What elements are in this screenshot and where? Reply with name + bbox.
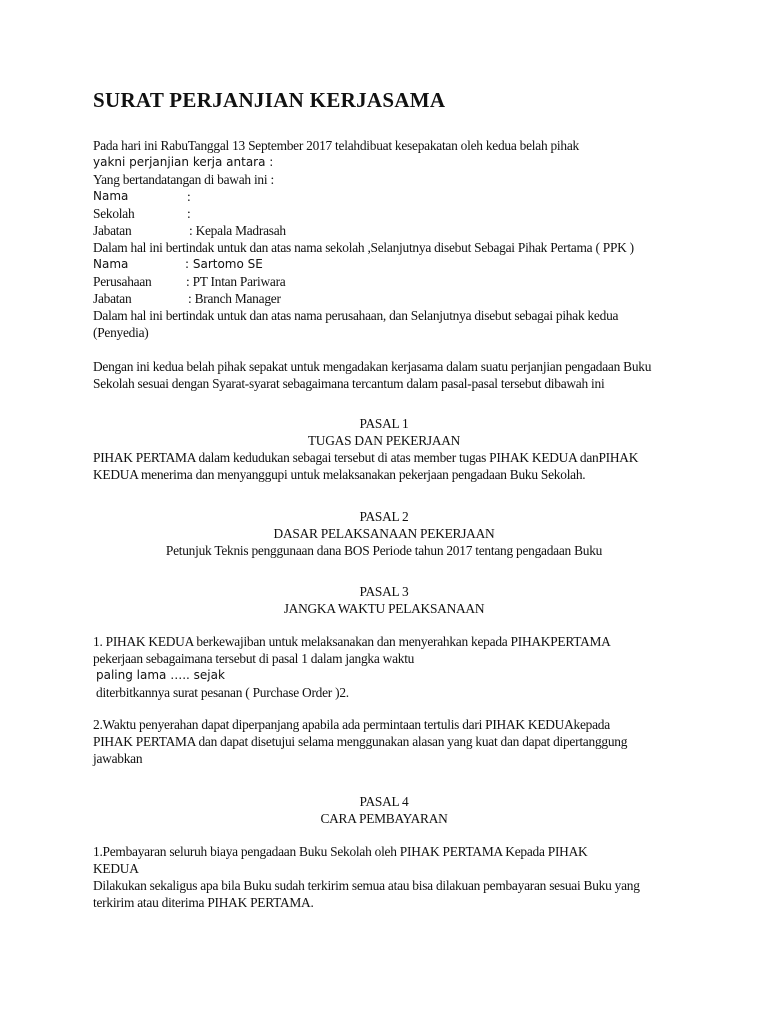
party2-nama-label: Nama	[93, 257, 129, 271]
pasal1-line: KEDUA menerima dan menyanggupi untuk melaksanakan pekerjaan pengadaan Buku Sekolah.	[93, 467, 586, 482]
party1-sekolah-colon: :	[187, 206, 191, 221]
document-title: SURAT PERJANJIAN KERJASAMA	[93, 88, 446, 112]
pasal3-line: pekerjaan sebagaimana tersebut di pasal 1 dalam jangka waktu	[93, 651, 415, 666]
pasal1-subheading: TUGAS DAN PEKERJAAN	[307, 433, 461, 448]
party1-jabatan-value: : Kepala Madrasah	[189, 223, 286, 238]
pasal4-line: Dilakukan sekaligus apa bila Buku sudah terkirim semua atau bisa dilakuan pembayaran sesuai Buku yang	[93, 878, 640, 893]
party2-perusahaan-value: : PT Intan Pariwara	[186, 274, 286, 289]
party2-jabatan-value: : Branch Manager	[188, 291, 281, 306]
party1-sekolah-label: Sekolah	[93, 206, 135, 221]
intro-line: Yang bertandatangan di bawah ini :	[93, 172, 274, 187]
pasal3-heading: PASAL 3	[359, 584, 409, 599]
pasal3-line: 2.Waktu penyerahan dapat diperpanjang apabila ada permintaan tertulis dari PIHAK KEDUAkepada	[93, 717, 610, 732]
party2-jabatan-label: Jabatan	[93, 291, 132, 306]
party1-nama-colon: :	[187, 189, 191, 204]
pasal1-heading: PASAL 1	[359, 416, 409, 431]
pasal4-line: 1.Pembayaran seluruh biaya pengadaan Buku Sekolah oleh PIHAK PERTAMA Kepada PIHAK	[93, 844, 588, 859]
agreement-line: Sekolah sesuai dengan Syarat-syarat sebagaimana tercantum dalam pasal-pasal tersebut dibawah ini	[93, 376, 605, 391]
party2-statement: Dalam hal ini bertindak untuk dan atas nama perusahaan, dan Selanjutnya disebut sebagai pihak kedua	[93, 308, 619, 323]
party1-jabatan-label: Jabatan	[93, 223, 132, 238]
party2-statement: (Penyedia)	[93, 325, 149, 340]
pasal3-line: jawabkan	[93, 751, 143, 766]
party2-perusahaan-label: Perusahaan	[93, 274, 152, 289]
party2-nama-value: : Sartomo SE	[185, 257, 263, 271]
intro-line: Pada hari ini RabuTanggal 13 September 2017 telahdibuat kesepakatan oleh kedua belah pihak	[93, 138, 579, 153]
agreement-line: Dengan ini kedua belah pihak sepakat untuk mengadakan kerjasama dalam suatu perjanjian pengadaan Buku	[93, 359, 652, 374]
pasal4-line: KEDUA	[93, 861, 139, 876]
pasal3-line: diterbitkannya surat pesanan ( Purchase Order )2.	[96, 685, 349, 700]
pasal3-line: 1. PIHAK KEDUA berkewajiban untuk melaksanakan dan menyerahkan kepada PIHAKPERTAMA	[93, 634, 611, 649]
party1-statement: Dalam hal ini bertindak untuk dan atas nama sekolah ,Selanjutnya disebut Sebagai Pihak Pertama ( PPK )	[93, 240, 634, 255]
party1-nama-label: Nama	[93, 189, 129, 203]
pasal2-line: Petunjuk Teknis penggunaan dana BOS Periode tahun 2017 tentang pengadaan Buku	[165, 543, 603, 558]
pasal4-subheading: CARA PEMBAYARAN	[320, 811, 448, 826]
pasal3-line: paling lama ….. sejak	[96, 668, 225, 682]
pasal4-line: terkirim atau diterima PIHAK PERTAMA.	[93, 895, 314, 910]
pasal4-heading: PASAL 4	[359, 794, 409, 809]
intro-line: yakni perjanjian kerja antara :	[93, 155, 274, 169]
pasal3-subheading: JANGKA WAKTU PELAKSANAAN	[283, 601, 485, 616]
pasal2-subheading: DASAR PELAKSANAAN PEKERJAAN	[273, 526, 495, 541]
pasal2-heading: PASAL 2	[359, 509, 409, 524]
pasal3-line: PIHAK PERTAMA dan dapat disetujui selama menggunakan alasan yang kuat dan dapat dipertanggung	[93, 734, 628, 749]
pasal1-line: PIHAK PERTAMA dalam kedudukan sebagai tersebut di atas member tugas PIHAK KEDUA danPIHAK	[93, 450, 639, 465]
